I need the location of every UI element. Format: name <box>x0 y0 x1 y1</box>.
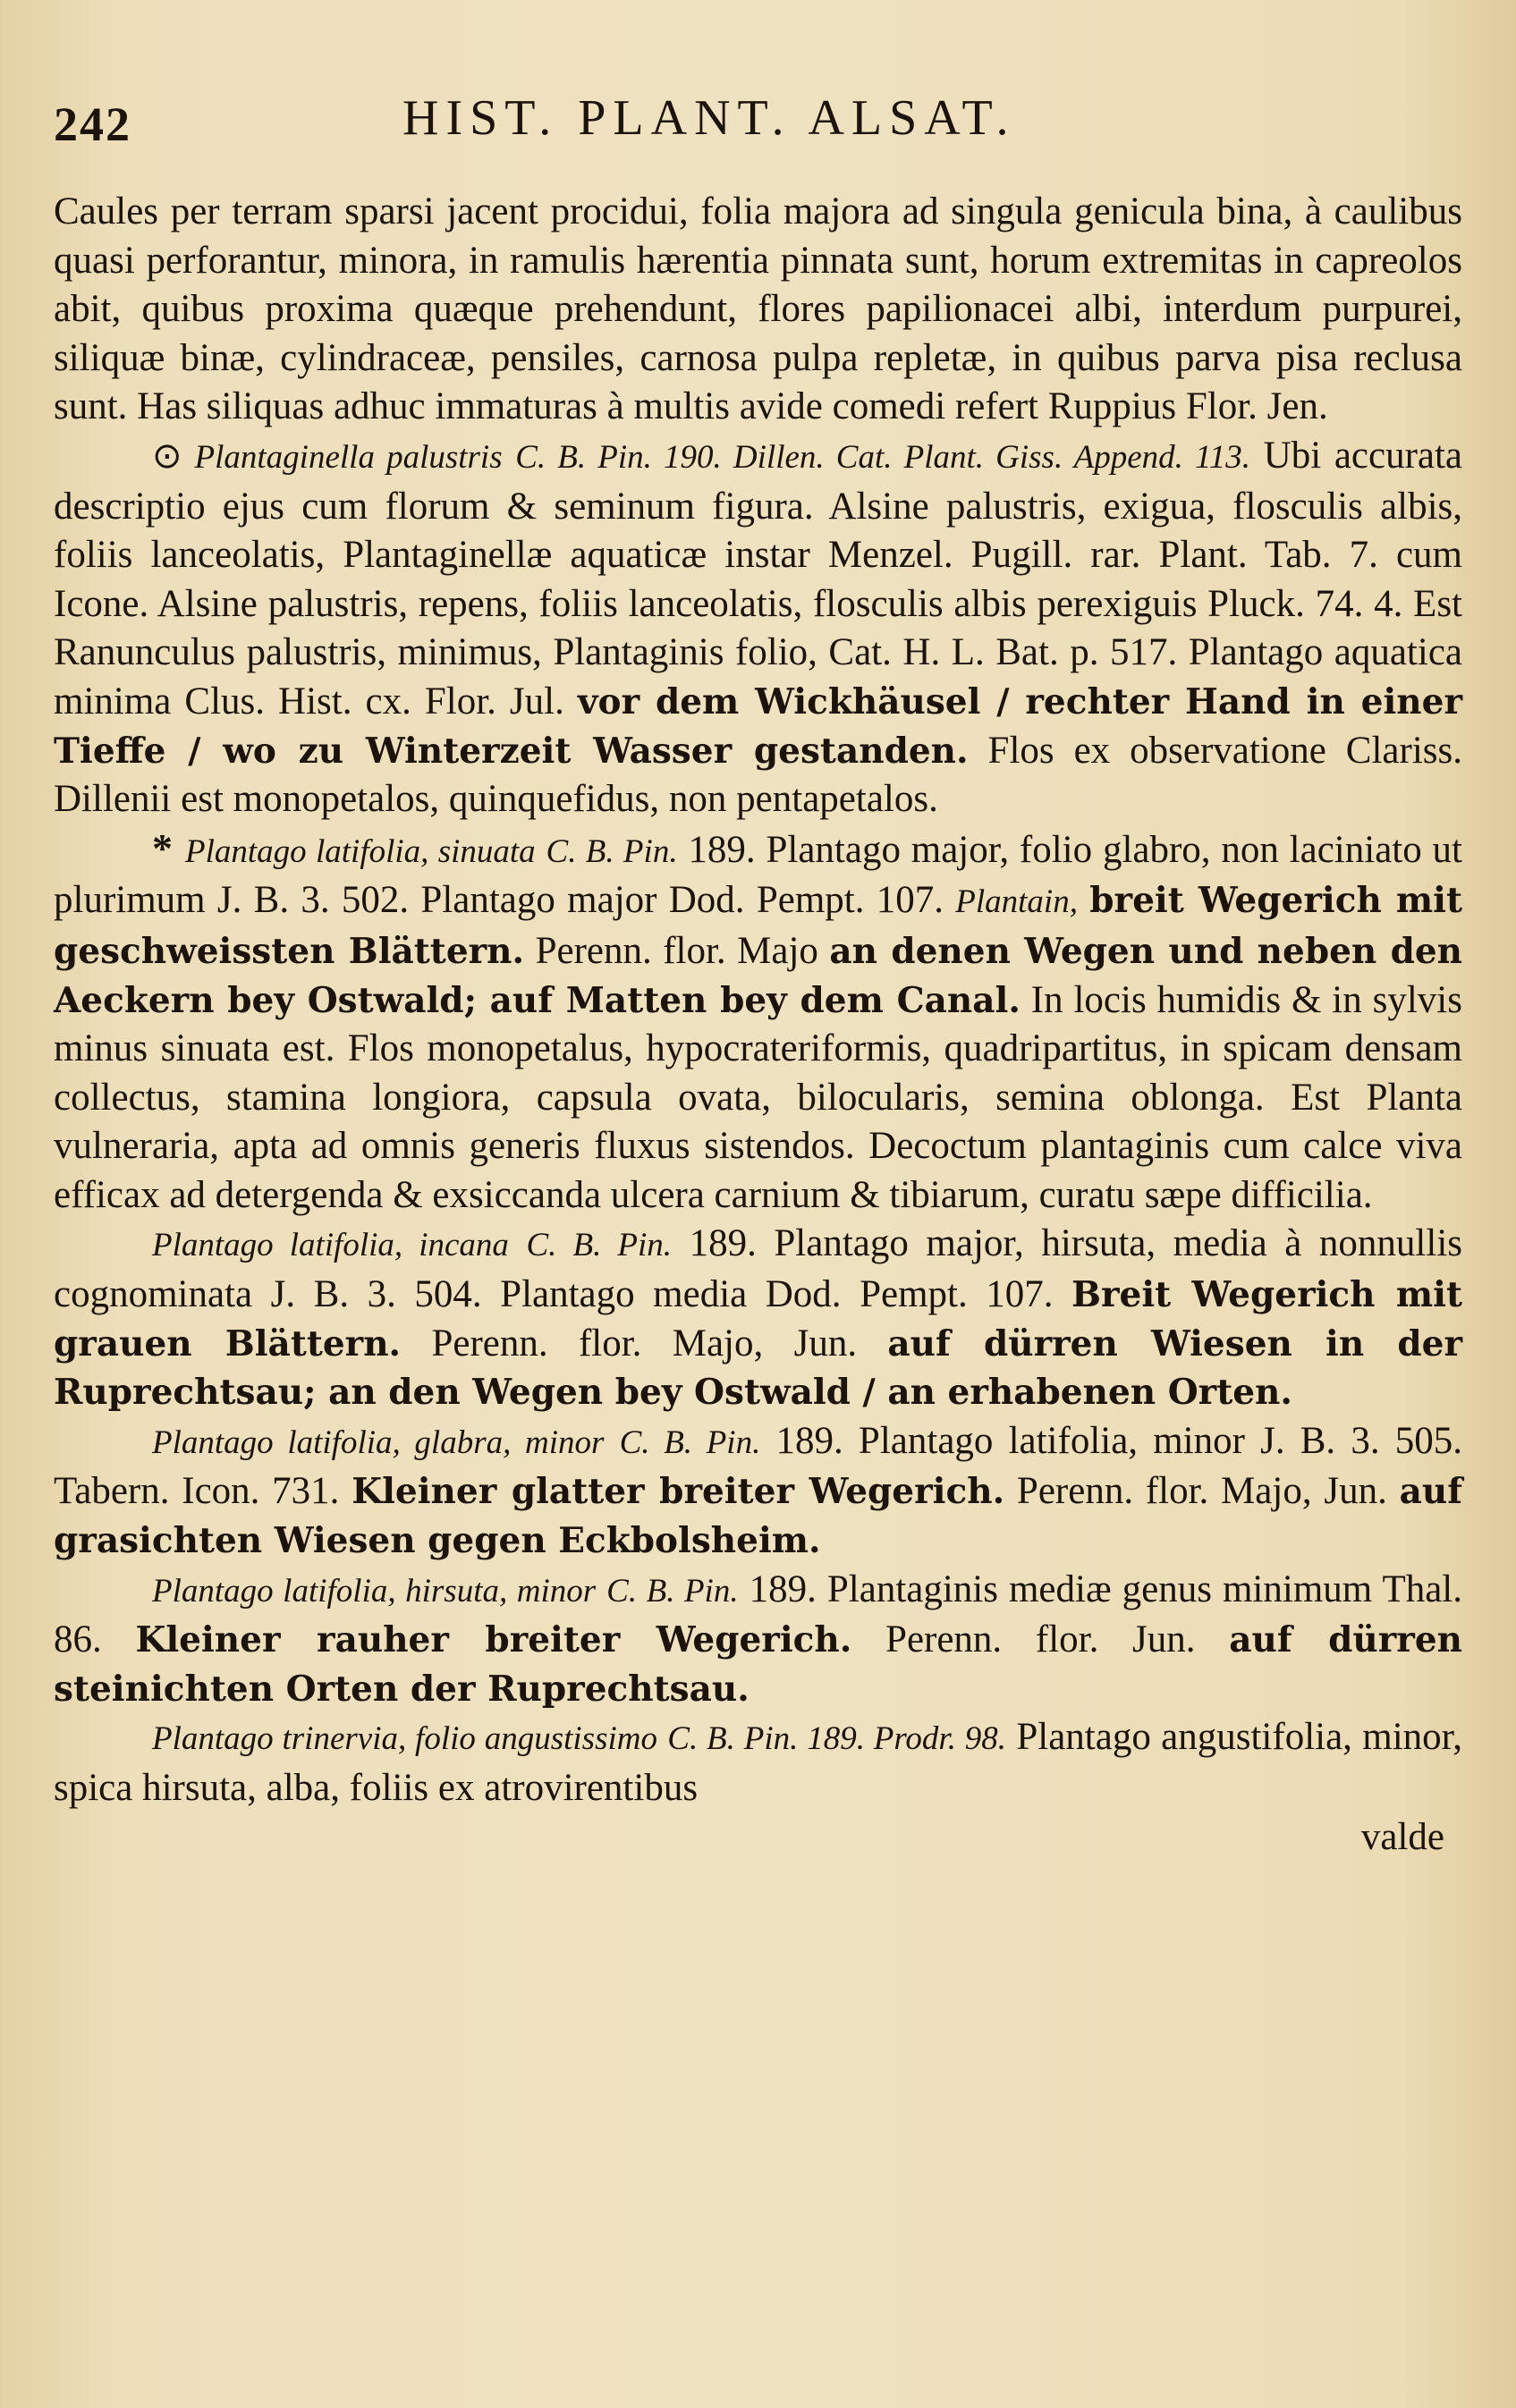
asterisk-icon: * <box>152 824 173 871</box>
entry-plantago-latifolia-glabra-minor <box>54 1417 1462 1566</box>
reference: C. B. Pin. <box>526 1227 673 1264</box>
description-text: Perenn. flor. Jun. <box>885 1618 1196 1661</box>
paragraph-vicia-description <box>54 188 1462 432</box>
german-locality: auf grasichten Wiesen gegen Eckbolsheim. <box>54 1471 1462 1562</box>
entry-plantaginella-palustris <box>54 432 1462 824</box>
running-head <box>54 89 1462 188</box>
reference: C. B. Pin. 190. Dillen. Cat. Plant. Giss. Append. 113. <box>515 438 1251 476</box>
species-name: Plantago latifolia, glabra, minor <box>152 1424 605 1461</box>
annual-symbol-icon: ⊙ <box>152 435 182 477</box>
species-name: Plantago trinervia, folio angustissimo <box>152 1720 657 1758</box>
description-text: 189. Plantago latifolia, minor J. B. 3. 505. Tabern. Icon. 731. <box>54 1419 1463 1513</box>
description-text: Perenn. flor. Majo <box>535 929 818 972</box>
reference: C. B. Pin. 189. Prodr. 98. <box>667 1720 1007 1758</box>
species-name: Plantago latifolia, hirsuta, minor <box>152 1572 597 1610</box>
catchword: valde <box>1360 1815 1444 1858</box>
entry-plantago-latifolia-sinuata <box>54 824 1462 1221</box>
description-text: Ubi accurata descriptio ejus cum florum & seminum figura. Alsine palustris, exigua, flosculis albis, foliis lanceolatis, Plantaginellæ aquaticæ instar Menzel. Pugill. rar. Plant. Tab. 7. cum Icone. Alsine palustris, repens, foliis lanceolatis, flosculis albis perexiguis Pluck. 74. 4. Est Ranunculus palustris, minimus, Plantaginis folio, Cat. H. L. Bat. p. 517. Plantago aquatica minima Clus. Hist. cx. Flor. Jul. <box>54 434 1463 722</box>
entry-plantago-latifolia-incana <box>54 1220 1462 1416</box>
reference: C. B. Pin. <box>606 1572 739 1610</box>
species-name: Plantago latifolia, incana <box>152 1227 509 1264</box>
description-text: 189. Plantago major, folio glabro, non laciniato ut plurimum J. B. 3. 502. Plantago major Dod. Pempt. 107. <box>54 828 1462 922</box>
species-name: Plantaginella palustris <box>194 438 503 476</box>
description-text: 189. Plantaginis mediæ genus minimum Thal. 86. <box>54 1567 1463 1661</box>
german-locality: auf dürren Wiesen in der Ruprechtsau; an den Wegen bey Ostwald / an erhabenen Orten. <box>54 1322 1462 1414</box>
species-name: Plantago latifolia, sinuata <box>185 832 536 870</box>
paragraph-text: Caules per terram sparsi jacent procidui, folia majora ad singula genicula bina, à caulibus quasi perforantur, minora, in ramulis hærentia pinnata sunt, horum extremitas in capreolos abit, quibus proxima quæque prehendunt, flores papilionacei albi, interdum purpurei, siliquæ binæ, cylindraceæ, pensiles, carnosa pulpa repletæ, in quibus parva pisa reclusa sunt. Has siliquas adhuc immaturas à multis avide comedi refert Ruppius Flor. Jen. <box>54 190 1462 428</box>
body-text <box>54 188 1462 1862</box>
german-locality: vor dem Wickhäusel / rechter Hand in einer Tieffe / wo zu Winterzeit Wasser gestanden. <box>54 680 1463 772</box>
reference: C. B. Pin. <box>619 1424 761 1461</box>
description-text: Perenn. flor. Majo, Jun. <box>431 1322 858 1365</box>
german-name: Breit Wegerich mit grauen Blättern. <box>54 1274 1462 1365</box>
description-text: In locis humidis & in sylvis minus sinuata est. Flos monopetalus, hypocrateriformis, quadripartitus, in spicam densam collectus, stamina longiora, capsula ovata, bilocularis, semina oblonga. Est Planta vulneraria, apta ad omnis generis fluxus sistendos. Decoctum plantaginis cum calce viva efficax ad detergenda & exsiccanda ulcera carnium & tibiarum, curatu sæpe difficilia. <box>54 978 1462 1216</box>
description-text: Plantago angustifolia, minor, spica hirsuta, alba, foliis ex atrovirentibus <box>54 1716 1462 1809</box>
description-text: Flos ex observatione Clariss. Dillenii est monopetalos, quinquefidus, non pentapetalos. <box>54 729 1462 821</box>
reference: C. B. Pin. <box>546 832 678 870</box>
running-title: HIST. PLANT. ALSAT. <box>402 90 1016 146</box>
german-locality: an denen Wegen und neben den Aeckern bey Ostwald; auf Matten bey dem Canal. <box>54 930 1463 1021</box>
german-name: breit Wegerich mit geschweissten Blättern. <box>54 880 1462 972</box>
entry-plantago-trinervia <box>54 1713 1462 1812</box>
description-text: Perenn. flor. Majo, Jun. <box>1016 1470 1387 1513</box>
description-text: 189. Plantago major, hirsuta, media à nonnullis cognominata J. B. 3. 504. Plantago media Dod. Pempt. 107. <box>54 1222 1462 1316</box>
common-name: Plantain, <box>955 883 1078 921</box>
entry-plantago-latifolia-hirsuta-minor <box>54 1566 1462 1714</box>
german-name: Kleiner glatter breiter Wegerich. <box>351 1471 1005 1513</box>
page-number: 242 <box>54 97 131 151</box>
german-locality: auf dürren steinichten Orten der Ruprechtsau. <box>54 1619 1463 1710</box>
german-name: Kleiner rauher breiter Wegerich. <box>135 1619 852 1661</box>
